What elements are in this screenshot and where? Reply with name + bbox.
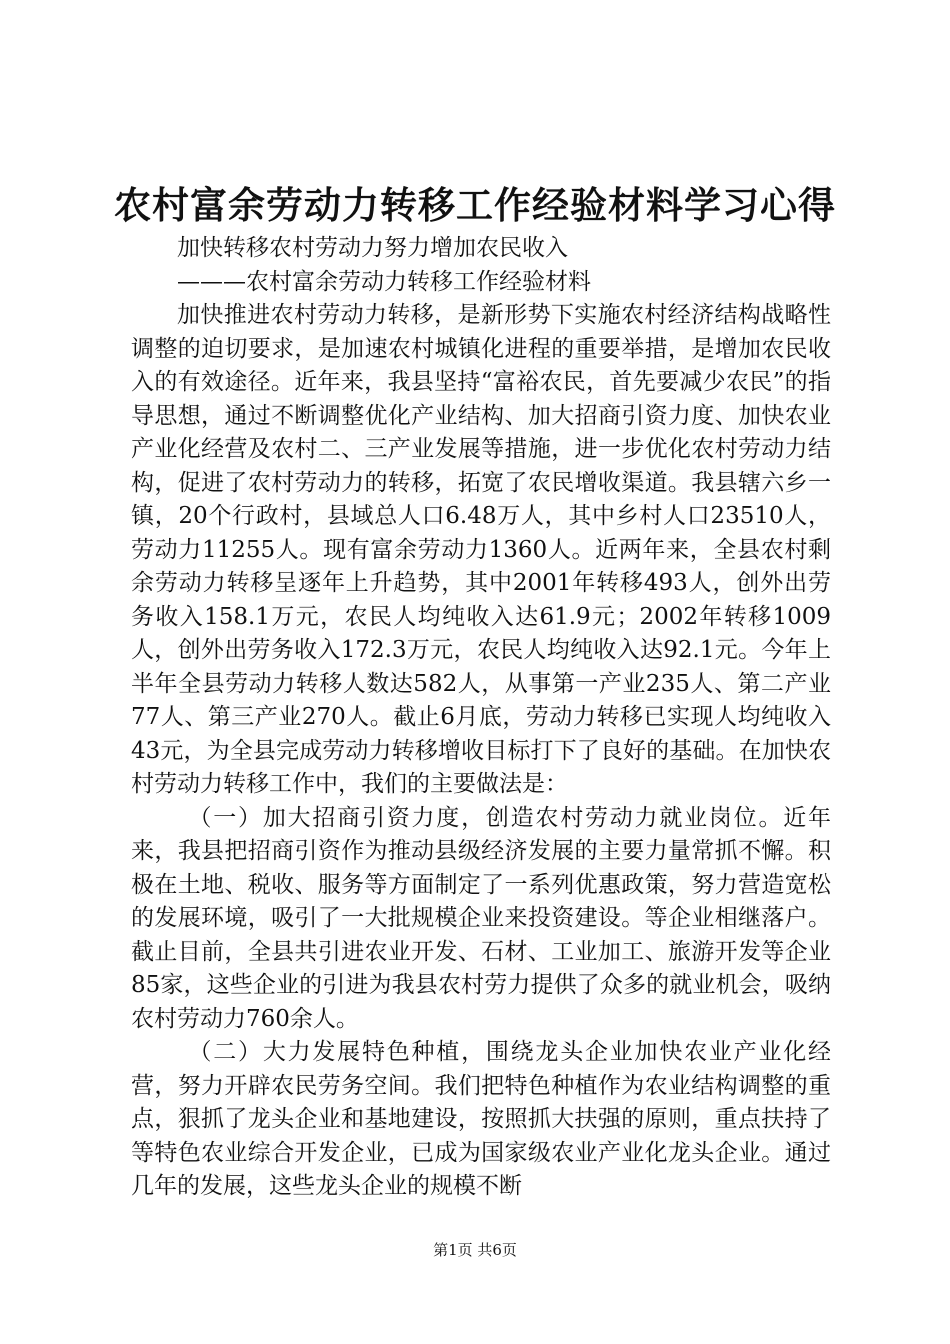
subtitle-line: 加快转移农村劳动力努力增加农民收入 (177, 235, 568, 261)
document-body (131, 232, 831, 1204)
subtitle-source-line: ———农村富余劳动力转移工作经验材料 (177, 268, 591, 295)
paragraph-section-2: （二）大力发展特色种植，围绕龙头企业加快农业产业化经营，努力开辟农民劳务空间。我们把特色种植作为农业结构调整的重点，狠抓了龙头企业和基地建设，按照抓大扶强的原则，重点扶持了等特色农业综合开发企业，已成为国家级农业产业化龙头企业。通过几年的发展，这些龙头企业的规模不断 (131, 1039, 831, 1199)
paragraph-section-1: （一）加大招商引资力度，创造农村劳动力就业岗位。近年来，我县把招商引资作为推动县级经济发展的主要力量常抓不懈。积极在土地、税收、服务等方面制定了一系列优惠政策，努力营造宽松的发展环境，吸引了一大批规模企业来投资建设。等企业相继落户。截止目前，全县共引进农业开发、石材、工业加工、旅游开发等企业85家，这些企业的引进为我县农村劳力提供了众多的就业机会，吸纳农村劳动力760余人。 (131, 804, 831, 1032)
paragraph-intro: 加快推进农村劳动力转移，是新形势下实施农村经济结构战略性调整的迫切要求，是加速农村城镇化进程的重要举措，是增加农民收入的有效途径。近年来，我县坚持“富裕农民，首先要减少农民”的指导思想，通过不断调整优化产业结构、加大招商引资力度、加快农业产业化经营及农村二、三产业发展等措施，进一步优化农村劳动力结构，促进了农村劳动力的转移，拓宽了农民增收渠道。我县辖六乡一镇，20个行政村，县域总人口6.48万人，其中乡村人口23510人，劳动力11255人。现有富余劳动力1360人。近两年来，全县农村剩余劳动力转移呈逐年上升趋势，其中2001年转移493人，创外出劳务收入158.1万元，农民人均纯收入达61.9元；2002年转移1009人，创外出劳务收入172.3万元，农民人均纯收入达92.1元。今年上半年全县劳动力转移人数达582人，从事第一产业235人、第二产业77人、第三产业270人。截止6月底，劳动力转移已实现人均纯收入43元，为全县完成劳动力转移增收目标打下了良好的基础。在加快农村劳动力转移工作中，我们的主要做法是： (131, 302, 831, 797)
page-footer: 第1页 共6页 (433, 1241, 517, 1259)
document-title: 农村富余劳动力转移工作经验材料学习心得 (114, 183, 836, 227)
